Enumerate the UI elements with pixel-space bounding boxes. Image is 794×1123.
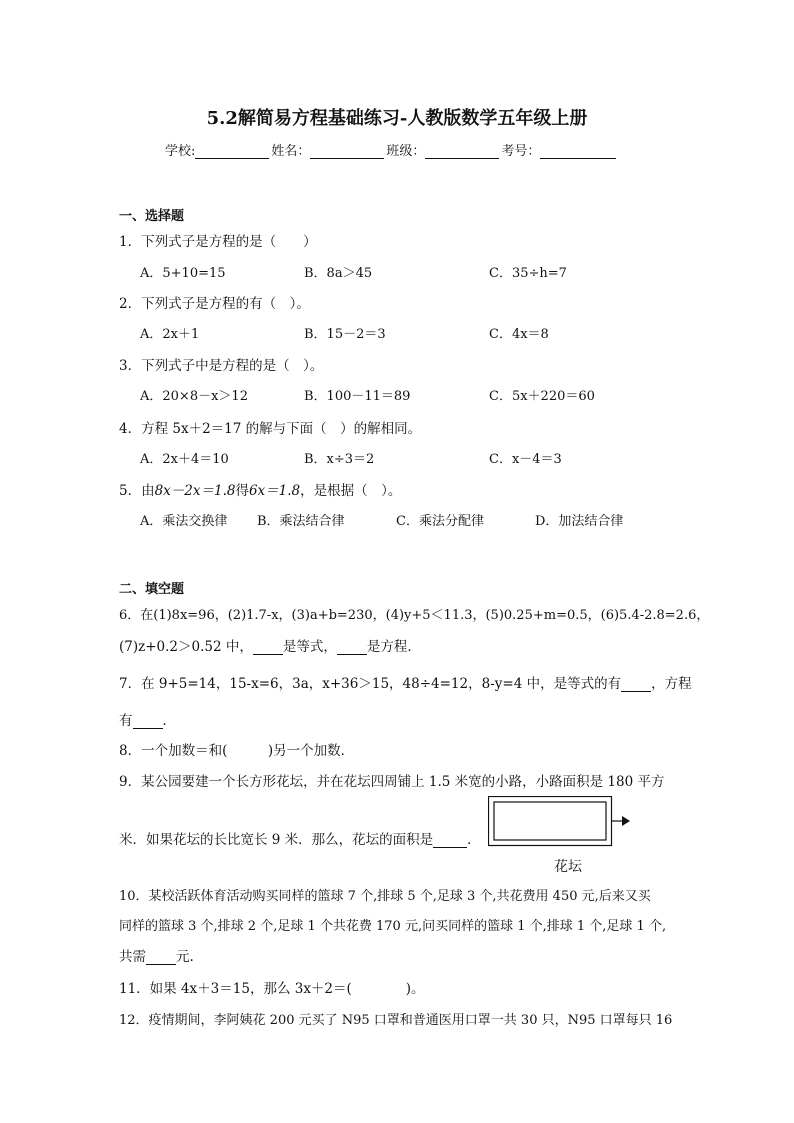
name-label: 姓名： — [271, 144, 311, 159]
student-info-line — [165, 140, 618, 159]
question-8: 8．一个加数＝和( )另一个加数． — [119, 743, 355, 759]
path-outer-rect — [489, 797, 612, 846]
question-7-line-1 — [119, 672, 692, 692]
question-4-option-a[interactable]: A．2x＋4＝10 — [140, 452, 229, 467]
question-4-option-c[interactable]: C．x－4＝3 — [489, 452, 562, 467]
question-3-option-a[interactable]: A．20×8－x＞12 — [140, 389, 248, 404]
question-6-text-c: 是方程． — [366, 639, 421, 655]
question-6-line-2 — [119, 635, 421, 655]
question-9-line-2 — [119, 828, 481, 848]
exam-no-label: 考号： — [501, 144, 541, 159]
class-label: 班级： — [386, 144, 426, 159]
question-6-text-a: (7)z+0.2＞0.52 中， — [119, 639, 253, 655]
question-6-blank-1[interactable] — [253, 640, 283, 655]
question-6-text-b: 是等式， — [282, 639, 337, 655]
exam-no-blank[interactable] — [540, 144, 616, 159]
question-7-line-2 — [119, 709, 176, 729]
flowerbed-label: 花坛 — [554, 859, 582, 875]
question-1-option-a[interactable]: A．5+10=15 — [140, 266, 226, 281]
question-2-option-a[interactable]: A．2x＋1 — [140, 327, 200, 342]
question-7-blank-1[interactable] — [621, 677, 651, 692]
question-4-stem: 4．方程 5x＋2＝17 的解与下面（ ）的解相同。 — [119, 421, 422, 437]
question-5-stem-end: ，是根据（ ）。 — [300, 483, 402, 499]
question-7-text-a: 7．在 9+5=14，15-x=6，3a，x+36＞15，48÷4=12，8-y=4 中，是等式的有 — [119, 676, 622, 692]
question-5-option-c[interactable]: C．乘法分配律 — [396, 514, 484, 529]
question-1-option-b[interactable]: B．8a＞45 — [304, 266, 373, 281]
school-label: 学校: — [165, 144, 196, 159]
flowerbed-inner-rect — [494, 802, 606, 840]
question-5-stem-mid: 得 — [235, 483, 249, 499]
question-10-line-3 — [119, 945, 194, 965]
question-6-blank-2[interactable] — [337, 640, 367, 655]
question-6-line-1: 6．在(1)8x=96，(2)1.7-x，(3)a+b=230，(4)y+5＜11.3，(5)0.25+m=0.5，(6)5.4-2.8=2.6， — [119, 608, 710, 623]
question-10-text-b: 元. — [176, 949, 194, 965]
question-9-text-a: 米．如果花坛的长比宽长 9 米．那么，花坛的面积是 — [119, 832, 434, 848]
question-7-text-c: 有 — [119, 713, 133, 729]
question-2-stem: 2．下列式子是方程的有（ ）。 — [119, 296, 310, 312]
arrow-head-icon — [622, 816, 630, 826]
question-3-option-c[interactable]: C．5x＋220＝60 — [489, 389, 595, 404]
section-heading-fill: 二、填空题 — [119, 582, 185, 597]
question-12: 12．疫情期间，李阿姨花 200 元买了 N95 口罩和普通医用口罩一共 30 只，N95 口罩每只 16 — [119, 1013, 673, 1028]
question-1-option-c[interactable]: C．35÷h=7 — [489, 266, 567, 281]
question-5-option-d[interactable]: D．加法结合律 — [535, 514, 624, 529]
question-5-equation-1: 8x－2x＝1.8 — [154, 483, 236, 499]
question-10-line-1: 10．某校活跃体育活动购买同样的篮球 7 个,排球 5 个,足球 3 个,共花费用 450 元,后来又买 — [119, 889, 651, 904]
school-blank[interactable] — [195, 144, 269, 159]
question-5-equation-2: 6x＝1.8 — [248, 483, 301, 499]
section-heading-choice: 一、选择题 — [119, 209, 185, 224]
question-10-blank[interactable] — [146, 950, 176, 965]
question-10-line-2: 同样的篮球 3 个,排球 2 个,足球 1 个共花费 170 元,问买同样的篮球 1 个,排球 1 个,足球 1 个, — [119, 919, 667, 934]
question-2-option-b[interactable]: B．15－2＝3 — [304, 327, 386, 342]
question-5-stem — [119, 479, 401, 499]
question-3-stem: 3．下列式子中是方程的是（ ）。 — [119, 358, 324, 374]
question-7-text-b: ，方程 — [651, 676, 692, 692]
question-5-stem-start: 5．由 — [119, 483, 155, 499]
question-10-text-a: 共需 — [119, 949, 146, 965]
question-9-line-1: 9．某公园要建一个长方形花坛，并在花坛四周铺上 1.5 米宽的小路，小路面积是 180 平方 — [119, 774, 665, 790]
question-5-option-b[interactable]: B．乘法结合律 — [257, 514, 345, 529]
question-7-text-d: ． — [162, 713, 176, 729]
question-11: 11．如果 4x＋3＝15，那么 3x＋2＝( )。 — [119, 981, 425, 997]
question-5-option-a[interactable]: A．乘法交换律 — [140, 514, 228, 529]
question-9-blank[interactable] — [433, 833, 467, 848]
name-blank[interactable] — [310, 144, 384, 159]
question-7-blank-2[interactable] — [133, 714, 163, 729]
question-3-option-b[interactable]: B．100－11＝89 — [304, 389, 411, 404]
page-title: 5.2解简易方程基础练习-人教版数学五年级上册 — [206, 108, 588, 129]
question-4-option-b[interactable]: B．x÷3＝2 — [304, 452, 375, 467]
question-2-option-c[interactable]: C．4x＝8 — [489, 327, 549, 342]
question-9-text-b: ． — [467, 832, 481, 848]
class-blank[interactable] — [425, 144, 499, 159]
question-1-stem: 1．下列式子是方程的是（ ） — [119, 234, 317, 250]
